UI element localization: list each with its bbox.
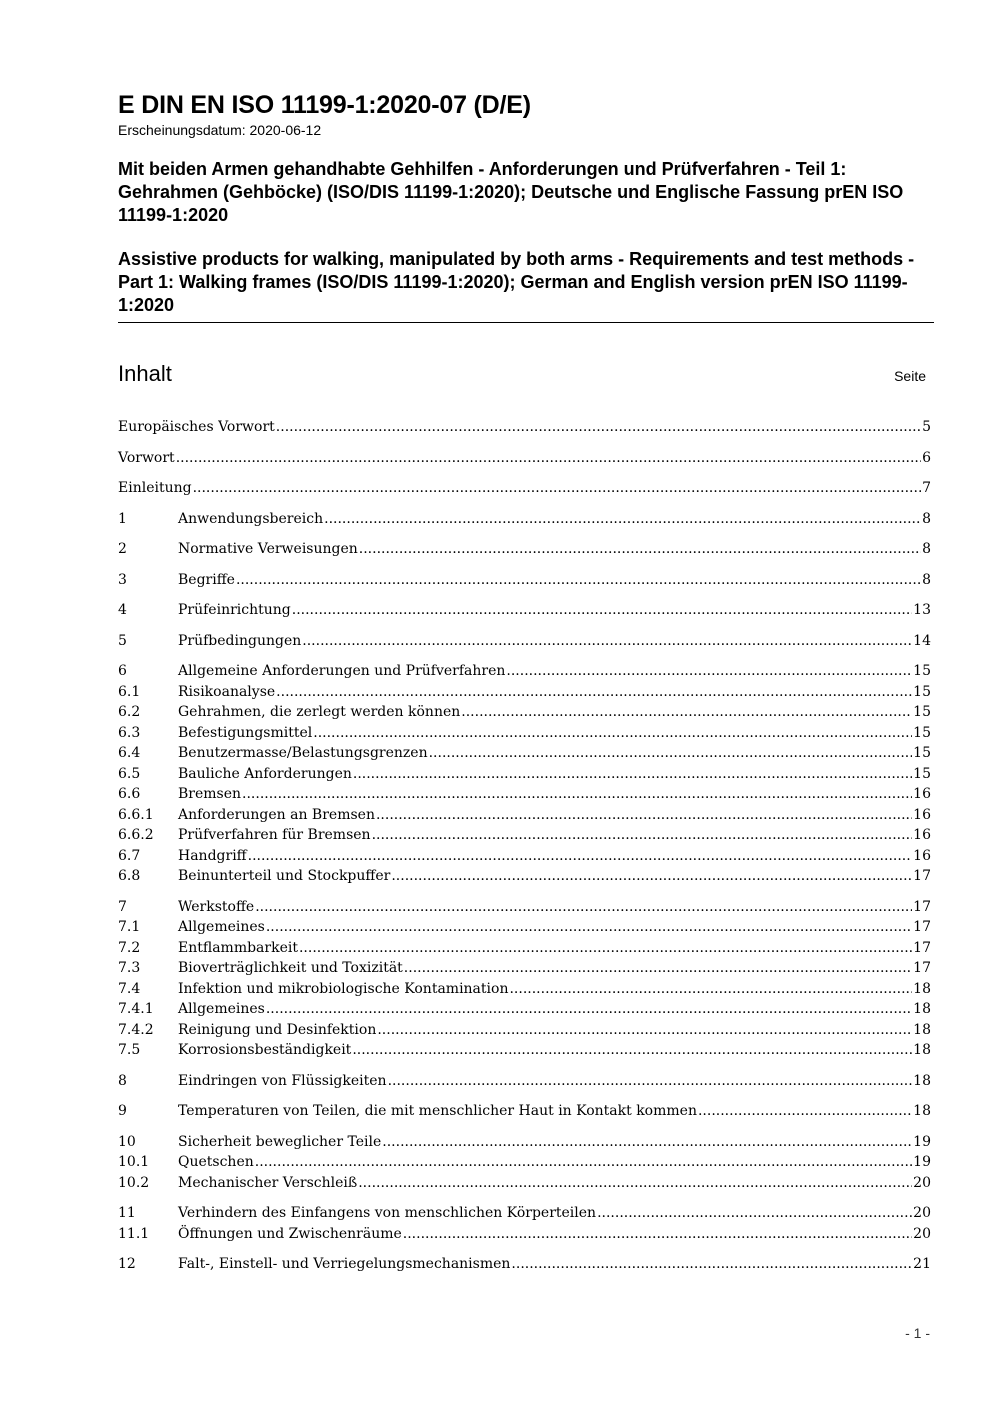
toc-dot-leader [358, 1173, 912, 1194]
toc-entry-title: Beinunterteil und Stockpuffer [178, 868, 391, 884]
toc-entry[interactable] [118, 723, 931, 744]
toc-entry-page: 8 [922, 541, 931, 557]
toc-entry-number: 2 [118, 541, 127, 557]
toc-dot-leader [506, 661, 912, 682]
toc-entry[interactable] [118, 1020, 931, 1041]
toc-entry-title: Infektion und mikrobiologische Kontamination [178, 980, 509, 997]
toc-entry-title: Benutzermasse/Belastungsgrenzen [178, 745, 428, 761]
toc-entry-title: Prüfverfahren für Bremsen [178, 827, 371, 843]
toc-entry[interactable] [118, 1101, 931, 1122]
toc-dot-leader [324, 509, 921, 530]
toc-entry-title: Anforderungen an Bremsen [178, 806, 375, 823]
toc-entry-page: 16 [913, 827, 931, 843]
toc-entry-page: 17 [913, 960, 931, 976]
toc-entry-page: 15 [913, 683, 931, 700]
toc-entry-title: Bremsen [178, 786, 242, 802]
toc-entry[interactable] [118, 784, 931, 805]
toc-entry-page: 6 [922, 449, 931, 466]
toc-entry-title: Bioverträglichkeit und Toxizität [178, 960, 403, 976]
toc-entry[interactable] [118, 805, 931, 826]
toc-entry[interactable] [118, 702, 931, 723]
toc-entry-title: Öffnungen und Zwischenräume [178, 1225, 402, 1242]
toc-entry-page: 18 [913, 1001, 931, 1017]
toc-entry[interactable] [118, 509, 931, 530]
toc-entry[interactable] [118, 958, 931, 979]
toc-entry-page: 16 [913, 847, 931, 864]
toc-entry-page: 18 [913, 1021, 931, 1038]
toc-entry[interactable] [118, 417, 931, 438]
toc-dot-leader [403, 1224, 912, 1245]
toc-entry-page: 20 [913, 1205, 931, 1221]
toc-entry-title: Entflammbarkeit [178, 939, 298, 956]
toc-entry-number: 7.4 [118, 980, 141, 997]
toc-dot-leader [377, 1020, 912, 1041]
toc-entry-title: Verhindern des Einfangens von menschlichen Körperteilen [178, 1205, 597, 1221]
toc-dot-leader [404, 958, 912, 979]
toc-entry[interactable] [118, 478, 931, 499]
toc-entry-title: Anwendungsbereich [178, 510, 324, 527]
toc-entry-title: Allgemeines [178, 1001, 265, 1017]
toc-entry-page: 21 [913, 1256, 931, 1272]
toc-entry-page: 14 [913, 632, 931, 649]
toc-dot-leader [313, 723, 912, 744]
toc-entry[interactable] [118, 938, 931, 959]
toc-entry[interactable] [118, 448, 931, 469]
toc-entry-title: Temperaturen von Teilen, die mit menschlicher Haut in Kontakt kommen [178, 1103, 697, 1119]
toc-entry-number: 4 [118, 602, 127, 618]
toc-entry-number: 3 [118, 571, 127, 588]
toc-entry-title: Risikoanalyse [178, 683, 276, 700]
toc-entry[interactable] [118, 1132, 931, 1153]
toc-entry-number: 6.8 [118, 868, 141, 884]
toc-entry[interactable] [118, 1071, 931, 1092]
toc-entry-title: Quetschen [178, 1154, 254, 1170]
toc-dot-leader [255, 1152, 912, 1173]
toc-dot-leader [376, 805, 912, 826]
document-title: E DIN EN ISO 11199-1:2020-07 (D/E) [118, 91, 531, 119]
toc-entry-number: 6.6 [118, 786, 141, 802]
toc-entry-number: 8 [118, 1072, 127, 1089]
toc-entry[interactable] [118, 825, 931, 846]
toc-entry[interactable] [118, 866, 931, 887]
toc-entry-title: Werkstoffe [178, 898, 255, 915]
toc-dot-leader [391, 866, 912, 887]
toc-entry-page: 17 [913, 919, 931, 935]
toc-dot-leader [698, 1101, 912, 1122]
toc-dot-leader [292, 600, 912, 621]
toc-dot-leader [461, 702, 912, 723]
toc-entry-number: 7.5 [118, 1042, 141, 1058]
toc-entry-page: 19 [913, 1154, 931, 1170]
toc-entry-page: 13 [913, 602, 931, 618]
toc-dot-leader [388, 1071, 913, 1092]
toc-entry-page: 7 [922, 480, 931, 496]
toc-dot-leader [299, 938, 912, 959]
toc-entry-number: 6 [118, 663, 127, 679]
toc-entry-page: 8 [922, 510, 931, 527]
toc-entry-number: 11 [118, 1205, 136, 1221]
toc-entry[interactable] [118, 539, 931, 560]
table-of-contents [118, 417, 931, 1275]
toc-entry-page: 15 [913, 745, 931, 761]
toc-entry[interactable] [118, 1040, 931, 1061]
toc-entry-number: 6.2 [118, 704, 141, 720]
toc-entry-number: 7.4.2 [118, 1021, 154, 1038]
toc-entry-page: 19 [913, 1133, 931, 1150]
toc-entry-page: 17 [913, 939, 931, 956]
toc-entry-page: 20 [913, 1174, 931, 1191]
toc-entry-number: 9 [118, 1103, 127, 1119]
toc-entry[interactable] [118, 570, 931, 591]
toc-entry[interactable] [118, 661, 931, 682]
toc-entry-title: Allgemeines [178, 919, 265, 935]
toc-entry-page: 17 [913, 898, 931, 915]
toc-entry-number: 6.6.1 [118, 806, 154, 823]
toc-entry-number: 11.1 [118, 1225, 150, 1242]
toc-entry-title: Begriffe [178, 571, 235, 588]
toc-entry-page: 18 [913, 980, 931, 997]
toc-dot-leader [359, 539, 921, 560]
toc-entry-title: Gehrahmen, die zerlegt werden können [178, 704, 461, 720]
toc-entry-number: 10.2 [118, 1174, 150, 1191]
toc-entry-title: Vorwort [118, 449, 175, 466]
toc-dot-leader [266, 999, 912, 1020]
toc-dot-leader [353, 764, 912, 785]
toc-entry-number: 7 [118, 898, 127, 915]
page-number: - 1 - [905, 1325, 930, 1341]
toc-entry-title: Reinigung und Desinfektion [178, 1021, 377, 1038]
toc-entry-number: 6.1 [118, 683, 141, 700]
toc-dot-leader [176, 448, 921, 469]
toc-entry-title: Falt-, Einstell- und Verriegelungsmechanismen [178, 1256, 511, 1272]
toc-entry[interactable] [118, 897, 931, 918]
toc-entry-title: Mechanischer Verschleiß [178, 1174, 358, 1191]
toc-entry[interactable] [118, 846, 931, 867]
toc-dot-leader [382, 1132, 912, 1153]
toc-entry-number: 6.6.2 [118, 827, 154, 843]
toc-entry-number: 7.4.1 [118, 1001, 154, 1017]
toc-entry-number: 1 [118, 510, 127, 527]
toc-dot-leader [255, 897, 912, 918]
toc-entry-page: 16 [913, 786, 931, 802]
toc-dot-leader [352, 1040, 912, 1061]
toc-dot-leader [509, 979, 912, 1000]
toc-dot-leader [242, 784, 912, 805]
toc-entry-number: 7.3 [118, 960, 141, 976]
toc-entry-page: 20 [913, 1225, 931, 1242]
toc-entry-title: Eindringen von Flüssigkeiten [178, 1072, 387, 1089]
publication-date: Erscheinungsdatum: 2020-06-12 [118, 122, 322, 138]
toc-entry[interactable] [118, 1254, 931, 1275]
toc-dot-leader [511, 1254, 912, 1275]
toc-dot-leader [276, 682, 912, 703]
toc-entry[interactable] [118, 1203, 931, 1224]
toc-entry[interactable] [118, 1173, 931, 1194]
toc-dot-leader [266, 917, 912, 938]
toc-entry-title: Europäisches Vorwort [118, 419, 275, 435]
toc-entry-title: Prüfeinrichtung [178, 602, 291, 618]
toc-entry-page: 15 [913, 724, 931, 741]
document-header [118, 90, 934, 323]
toc-entry-number: 6.4 [118, 745, 141, 761]
toc-entry[interactable] [118, 999, 931, 1020]
toc-entry-page: 15 [913, 704, 931, 720]
toc-entry-number: 6.7 [118, 847, 141, 864]
toc-entry[interactable] [118, 917, 931, 938]
toc-entry[interactable] [118, 682, 931, 703]
toc-entry[interactable] [118, 764, 931, 785]
toc-entry[interactable] [118, 979, 931, 1000]
toc-dot-leader [372, 825, 913, 846]
toc-entry-title: Sicherheit beweglicher Teile [178, 1133, 382, 1150]
toc-entry-number: 7.2 [118, 939, 141, 956]
toc-entry-title: Normative Verweisungen [178, 541, 358, 557]
toc-dot-leader [429, 743, 913, 764]
toc-title: Inhalt [118, 361, 172, 386]
toc-entry-page: 8 [922, 571, 931, 588]
toc-entry-title: Prüfbedingungen [178, 632, 302, 649]
toc-dot-leader [276, 417, 921, 438]
toc-entry-number: 6.3 [118, 724, 141, 741]
toc-entry-title: Allgemeine Anforderungen und Prüfverfahren [178, 663, 506, 679]
toc-dot-leader [597, 1203, 912, 1224]
toc-entry[interactable] [118, 631, 931, 652]
toc-dot-leader [302, 631, 912, 652]
toc-entry-page: 15 [913, 765, 931, 782]
toc-entry-title: Handgriff [178, 847, 247, 864]
toc-entry[interactable] [118, 1152, 931, 1173]
toc-entry-title: Bauliche Anforderungen [178, 765, 352, 782]
title-german: Mit beiden Armen gehandhabte Gehhilfen - Anforderungen und Prüfverfahren - Teil 1: Gehrahmen (Gehböcke) (ISO/DIS 11199-1:2020); Deutsche und Englische Fassung prEN ISO 11199-1:2020 [118, 159, 904, 225]
toc-dot-leader [236, 570, 921, 591]
toc-entry[interactable] [118, 600, 931, 621]
toc-entry-page: 16 [913, 806, 931, 823]
toc-dot-leader [193, 478, 922, 499]
toc-entry[interactable] [118, 743, 931, 764]
toc-entry-title: Korrosionsbeständigkeit [178, 1042, 352, 1058]
toc-entry-number: 7.1 [118, 919, 141, 935]
toc-entry-title: Befestigungsmittel [178, 724, 313, 741]
toc-entry[interactable] [118, 1224, 931, 1245]
toc-page-label: Seite [894, 368, 926, 384]
toc-dot-leader [248, 846, 913, 867]
toc-entry-page: 17 [913, 868, 931, 884]
toc-entry-number: 12 [118, 1256, 136, 1272]
toc-entry-page: 18 [913, 1072, 931, 1089]
toc-heading [118, 360, 926, 390]
toc-entry-number: 5 [118, 632, 127, 649]
toc-entry-page: 18 [913, 1042, 931, 1058]
title-english: Assistive products for walking, manipulated by both arms - Requirements and test methods - Part 1: Walking frames (ISO/DIS 11199-1:2020); German and English version prEN ISO 11199-1:2020 [118, 248, 934, 323]
toc-entry-number: 10 [118, 1133, 136, 1150]
toc-entry-page: 18 [913, 1103, 931, 1119]
toc-entry-number: 6.5 [118, 765, 141, 782]
toc-entry-number: 10.1 [118, 1154, 150, 1170]
toc-entry-title: Einleitung [118, 480, 192, 496]
toc-entry-page: 5 [922, 419, 931, 435]
toc-entry-page: 15 [913, 663, 931, 679]
